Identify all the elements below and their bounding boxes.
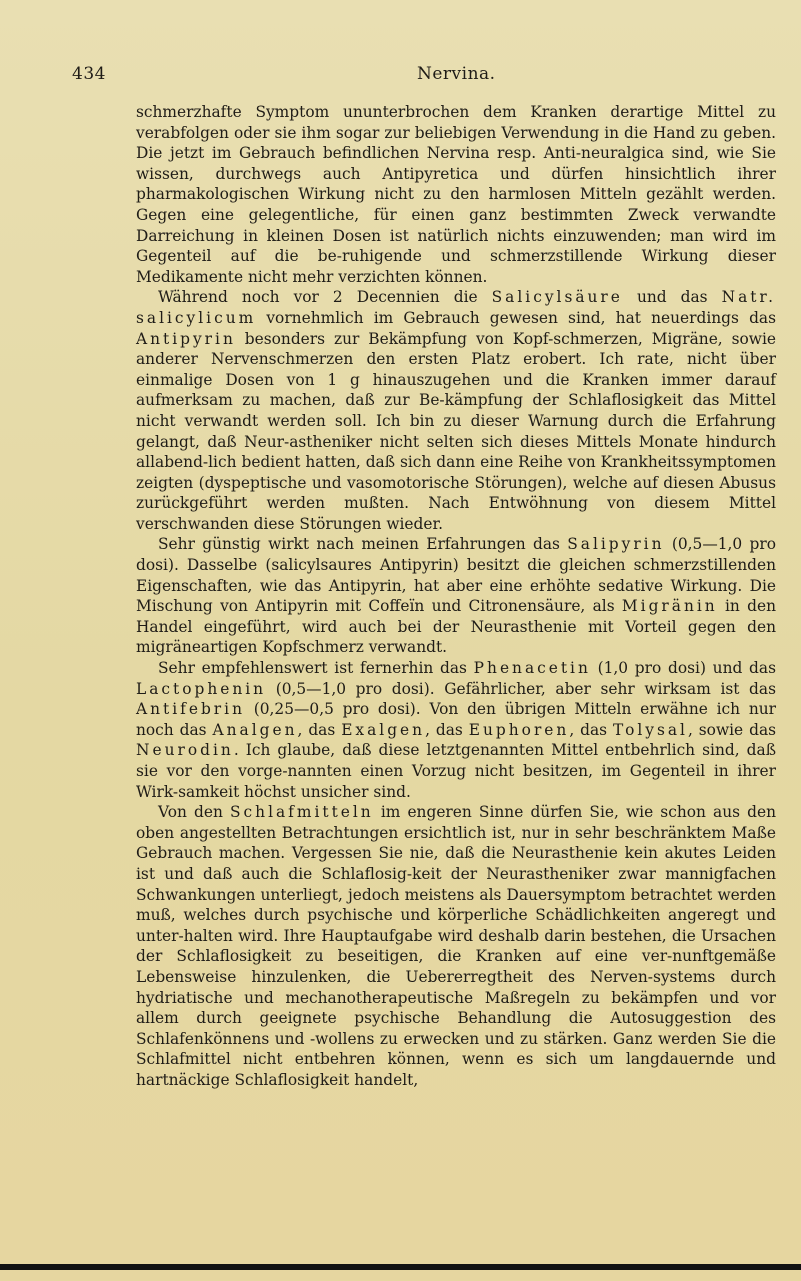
page-header — [72, 64, 762, 90]
emphasized-term: Migränin — [621, 597, 718, 616]
emphasized-term: Antifebrin — [136, 700, 245, 719]
paragraph — [136, 802, 776, 1090]
text-segment: besonders zur Bekämpfung von Kopf-schmerzen, Migräne, sowie anderer Nervenschmerzen den ersten Platz erobert. Ich rate, nicht über einmalige Dosen von 1 g hinauszugehen und die Kranken immer darauf aufmerksam zu machen, daß zur Be-kämpfung der Schlaflosigkeit das Mittel nicht verwandt werden soll. Ich bin zu dieser Warnung durch die Erfahrung gelangt, daß Neur-astheniker nicht selten sich dieses Mittels Monate hindurch allabend-lich bedient hatten, daß sich dann eine Reihe von Krankheitssymptomen zeigten (dyspeptische und vasomotorische Störungen), welche auf diesen Abusus zurückgeführt werden mußten. Nach Entwöhnung von diesem Mittel verschwanden diese Störungen wieder. — [136, 329, 776, 533]
emphasized-term: Tolysal — [613, 720, 688, 739]
text-segment: (0,25—0,5 pro dosi). Von den übrigen Mitteln erwähne ich nur noch das — [136, 700, 776, 739]
text-segment: schmerzhafte Symptom ununterbrochen dem Kranken derartige Mittel zu verabfolgen oder sie ihm sogar zur beliebigen Verwendung in die Hand zu geben. Die jetzt im Gebrauch befindlichen Nervina resp. Anti-neuralgica sind, wie Sie wissen, durchwegs auch Antipyretica und dürfen hinsichtlich ihrer pharmakologischen Wirkung nicht zu den harmlosen Mitteln gezählt werden. Gegen eine gelegentliche, für einen ganz bestimmten Zweck verwandte Darreichung in kleinen Dosen ist natürlich nichts einzuwenden; man wird im Gegenteil auf die be-ruhigende und schmerzstillende Wirkung dieser Medikamente nicht mehr verzichten können. — [136, 103, 776, 286]
emphasized-term: Neurodin — [136, 741, 234, 760]
paragraph — [136, 287, 776, 534]
paragraph — [136, 534, 776, 658]
text-segment: (0,5—1,0 pro dosi). Dasselbe (salicylsaures Antipyrin) besitzt die gleichen schmerzstillenden Eigenschaften, wie das Antipyrin, hat aber eine erhöhte sedative Wirkung. Die Mischung von Antipyrin mit Coffeïn und Citronensäure, als — [136, 535, 776, 616]
text-segment: , das — [569, 720, 614, 739]
text-segment: , das — [297, 720, 342, 739]
paragraph — [136, 658, 776, 802]
running-head: Nervina. — [417, 64, 496, 84]
text-segment: Sehr empfehlenswert ist fernerhin das — [158, 659, 474, 678]
text-segment: im engeren Sinne dürfen Sie, wie schon aus den oben angestellten Betrachtungen ersichtlich ist, nur in sehr beschränktem Maße Gebrauch machen. Vergessen Sie nie, daß die Neurasthenie kein akutes Leiden ist und daß auch die Schlaflosig-keit der Neurastheniker zwar mannigfachen Schwankungen unterliegt, jedoch meistens als Dauersymptom betrachtet werden muß, welches durch psychische und körperliche Schädlichkeiten angeregt und unter-halten wird. Ihre Hauptaufgabe wird deshalb darin bestehen, die Ursachen der Schlaflosigkeit zu beseitigen, die Kranken auf eine ver-nunftgemäße Lebensweise hinzulenken, die Uebererregtheit des Nerven-systems durch hydriatische und mechanotherapeutische Maßregeln zu bekämpfen und vor allem durch geeignete psychische Behandlung die Autosuggestion des Schlafenkönnens und -wollens zu erwecken und zu stärken. Ganz werden Sie die Schlafmittel nicht entbehren können, wenn es sich um langdauernde und hartnäckige Schlaflosigkeit handelt, — [136, 803, 777, 1089]
bottom-edge-bar — [0, 1264, 801, 1270]
text-segment: , das — [425, 720, 469, 739]
emphasized-term: Phenacetin — [473, 659, 591, 678]
text-segment: und das — [622, 288, 722, 307]
text-segment: Während noch vor 2 Decennien die — [158, 288, 492, 307]
text-segment: (1,0 pro dosi) und das — [590, 659, 776, 678]
emphasized-term: Salicylsäure — [491, 288, 623, 307]
text-segment: (0,5—1,0 pro dosi). Gefährlicher, aber sehr wirksam ist das — [266, 679, 776, 698]
emphasized-term: Lactophenin — [136, 679, 267, 698]
emphasized-term: Natr. salicylicum — [136, 288, 776, 327]
text-segment: , sowie das — [687, 720, 777, 739]
text-segment: . Ich glaube, daß diese letztgenannten Mittel entbehrlich sind, daß sie vor den vorge-nannten einen Vorzug nicht besitzen, im Gegenteil in ihrer Wirk-samkeit höchst unsicher sind. — [136, 741, 776, 801]
emphasized-term: Exalgen — [341, 720, 426, 739]
emphasized-term: Schlafmitteln — [230, 803, 374, 822]
body-text — [136, 102, 776, 1091]
text-segment: in den Handel eingeführt, wird auch bei der Neurasthenie mit Vorteil gegen den migräneartigen Kopfschmerz verwandt. — [136, 597, 776, 657]
paragraph — [136, 102, 776, 287]
text-segment: vornehmlich im Gebrauch gewesen sind, hat neuerdings das — [256, 308, 776, 327]
emphasized-term: Antipyrin — [136, 329, 236, 348]
page-number: 434 — [72, 64, 106, 84]
emphasized-term: Euphoren — [468, 720, 570, 739]
emphasized-term: Salipyrin — [567, 535, 665, 554]
text-segment: Sehr günstig wirkt nach meinen Erfahrungen das — [158, 535, 568, 554]
text-segment: Von den — [158, 803, 230, 822]
emphasized-term: Analgen — [212, 720, 298, 739]
